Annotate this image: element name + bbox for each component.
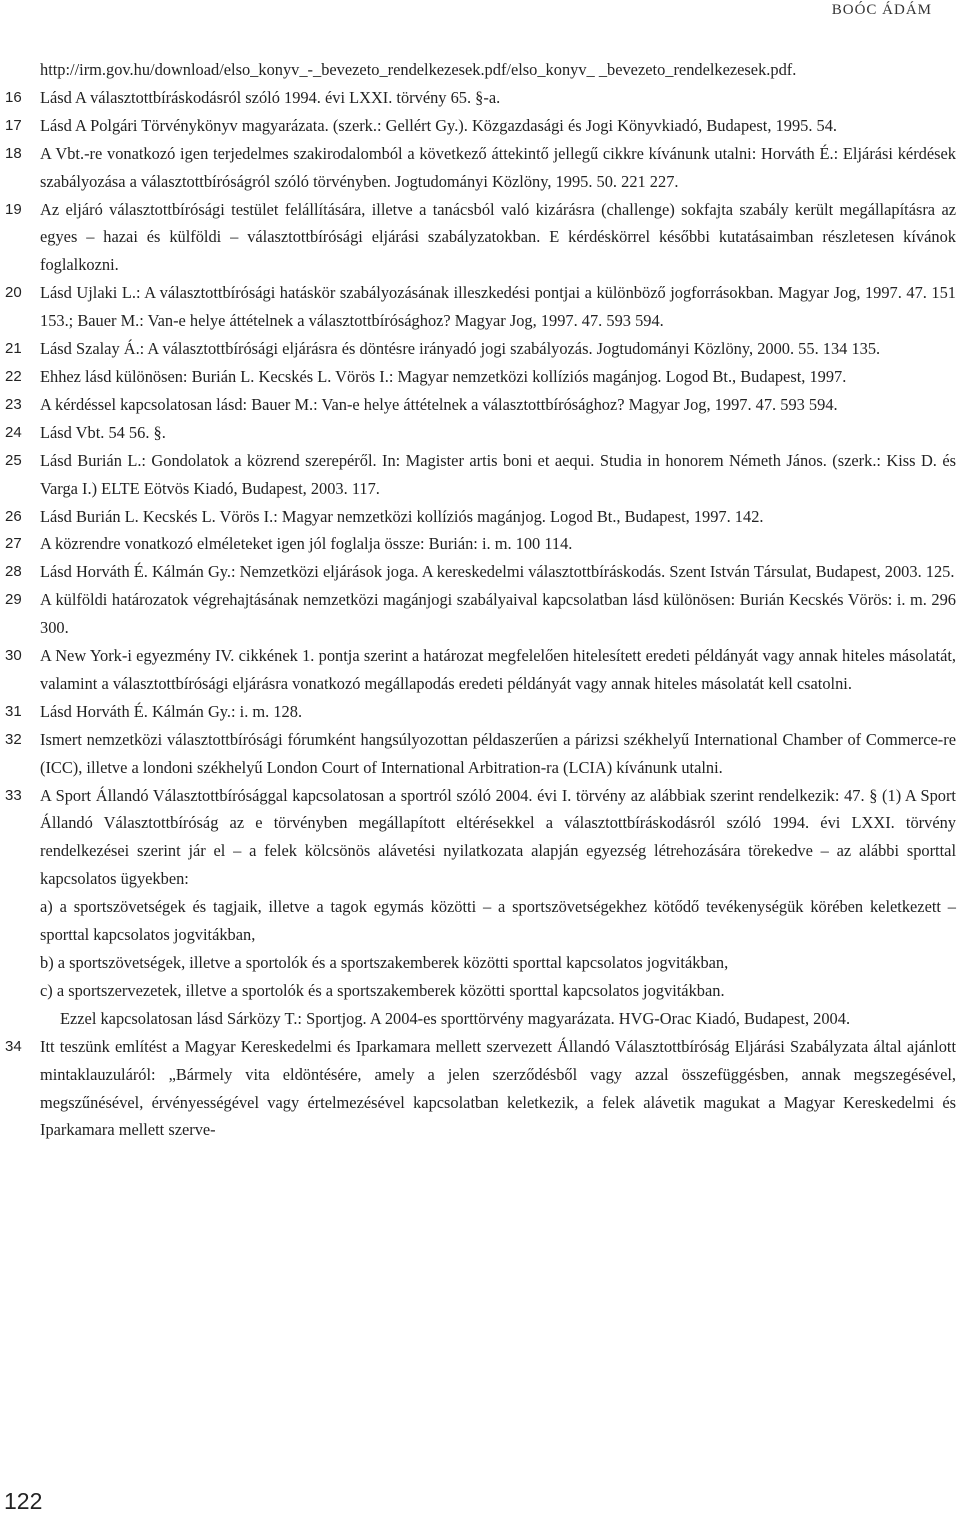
footnote-19: [0, 196, 960, 280]
footnote-18: [0, 140, 960, 196]
footnote-34: [0, 1033, 960, 1145]
footnote-number: 22: [5, 367, 22, 385]
footnote-text: Az eljáró választottbírósági testület felállítására, illetve a tanácsból való kizárásra (challenge) sokfajta szabály került megállapításra az egyes – hazai és külföldi – választottbírósági eljárási szabályzatokban. E kérdéskörrel későbbi kutatásaimban részletesen kívánok foglalkozni.: [40, 199, 956, 275]
footnote-text: http://irm.gov.hu/download/elso_konyv_-_bevezeto_rendelkezesek.pdf/elso_konyv_ _bevezeto_rendelkezesek.pdf.: [40, 60, 797, 79]
footnote-number: 18: [5, 144, 22, 162]
footnote-text: Itt teszünk említést a Magyar Kereskedelmi és Iparkamara mellett szervezett Állandó Választottbíróság Eljárási Szabályzata által ajánlott mintaklauzuláról: „Bármely vita eldöntésére, amely a jelen szerződésből vagy azzal összefüggésben, annak megszegésével, megszűnésével, érvényességével vagy értelmezésével kapcsolatban keletkezik, a felek alávetik magukat a Magyar Kereskedelmi és Iparkamara mellett szerve-: [40, 1036, 956, 1140]
footnote-text: Lásd Vbt. 54 56. §.: [40, 422, 166, 442]
footnote-17: [0, 112, 960, 140]
footnotes: [0, 56, 960, 1144]
footnote-number: 25: [5, 451, 22, 469]
footnote-16: [0, 84, 960, 112]
footnote-text: Lásd Horváth É. Kálmán Gy.: Nemzetközi eljárások joga. A kereskedelmi választottbíráskodás. Szent István Társulat, Budapest, 2003. 125.: [40, 562, 955, 582]
footnote-text: A Vbt.-re vonatkozó igen terjedelmes szakirodalomból a következő áttekintő jellegű cikkre kívánunk utalni: Horváth É.: Eljárási kérdések szabályozása a választottbíróságról szóló törvényben. Jogtudományi Közlöny, 1995. 50. 221 227.: [40, 143, 956, 191]
footnote-text: Lásd A Polgári Törvénykönyv magyarázata. (szerk.: Gellért Gy.). Közgazdasági és Jogi Könyvkiadó, Budapest, 1995. 54.: [40, 115, 838, 135]
footnote-15-continuation: [0, 56, 960, 84]
footnote-number: 26: [5, 507, 22, 525]
footnote-number: 24: [5, 423, 22, 441]
footnote-20: [0, 279, 960, 335]
footnote-26: [0, 503, 960, 531]
footnote-text: Lásd Szalay Á.: A választottbírósági eljárásra és döntésre irányadó jogi szabályozás. Jogtudományi Közlöny, 2000. 55. 134 135.: [40, 339, 881, 359]
footnote-number: 20: [5, 284, 22, 302]
footnote-text: Lásd Ujlaki L.: A választottbírósági hatáskör szabályozásának illeszkedési pontjai a különböző jogforrásokban. Magyar Jog, 1997. 47. 151 153.; Bauer M.: Van-e helye áttételnek a választottbírósághoz? Magyar Jog, 1997. 47. 593 594.: [40, 283, 956, 331]
footnote-33: [0, 782, 960, 894]
footnote-text: A közrendre vonatkozó elméleteket igen jól foglalja össze: Burián: i. m. 100 114.: [40, 534, 573, 554]
footnote-number: 32: [5, 730, 22, 748]
page-number: 122: [4, 1488, 43, 1514]
footnote-text: A Sport Állandó Választottbírósággal kapcsolatosan a sportról szóló 2004. évi I. törvény az alábbiak szerint rendelkezik: 47. § (1) A Sport Állandó Választottbíróság az e törvényben megállapított eltérésekkel a választottbíráskodásról szóló 1994. évi LXXI. törvény rendelkezései szerint jár el – a felek kölcsönös alávetési nyilatkozata alapján egyezség létrehozására törekedve – az alábbi sporttal kapcsolatos ügyekben:: [40, 785, 956, 889]
footnote-text: a) a sportszövetségek és tagjaik, illetve a tagok egymás közötti – a sportszövetségekhez kötődő tevékenységük körében keletkezett – sporttal kapcsolatos jogvitákban,: [40, 897, 956, 945]
footnote-number: 27: [5, 535, 22, 553]
footnote-33-item-c: [0, 977, 960, 1005]
footnote-number: 28: [5, 563, 22, 581]
footnote-21: [0, 335, 960, 363]
footnote-27: [0, 530, 960, 558]
footnote-29: [0, 586, 960, 642]
footnote-number: 33: [5, 786, 22, 804]
footnote-text: Ezzel kapcsolatosan lásd Sárközy T.: Sportjog. A 2004-es sporttörvény magyarázata. HVG-Orac Kiadó, Budapest, 2004.: [60, 1008, 851, 1028]
footnote-number: 30: [5, 647, 22, 665]
footnote-number: 31: [5, 702, 22, 720]
footnote-28: [0, 558, 960, 586]
footnote-33-item-b: [0, 949, 960, 977]
footnote-number: 34: [5, 1037, 22, 1055]
footnote-text: c) a sportszervezetek, illetve a sportolók és a sportszakemberek közötti sporttal kapcsolatos jogvitákban.: [40, 980, 725, 1000]
footnote-text: b) a sportszövetségek, illetve a sportolók és a sportszakemberek közötti sporttal kapcsolatos jogvitákban,: [40, 953, 729, 972]
footnote-24: [0, 419, 960, 447]
footnote-text: Lásd A választottbíráskodásról szóló 1994. évi LXXI. törvény 65. §-a.: [40, 87, 501, 107]
footnote-text: Ehhez lásd különösen: Burián L. Kecskés L. Vörös I.: Magyar nemzetközi kollíziós magánjog. Logod Bt., Budapest, 1997.: [40, 366, 847, 386]
footnote-text: A külföldi határozatok végrehajtásának nemzetközi magánjogi szabályaival kapcsolatban lásd különösen: Burián Kecskés Vörös: i. m. 296 300.: [40, 590, 956, 638]
footnote-number: 23: [5, 395, 22, 413]
footnote-text: A kérdéssel kapcsolatosan lásd: Bauer M.: Van-e helye áttételnek a választottbírósághoz? Magyar Jog, 1997. 47. 593 594.: [40, 394, 838, 414]
footnote-31: [0, 698, 960, 726]
footnote-text: Lásd Horváth É. Kálmán Gy.: i. m. 128.: [40, 701, 303, 721]
footnote-33-reference: [0, 1005, 960, 1033]
footnote-text: A New York-i egyezmény IV. cikkének 1. pontja szerint a határozat megfelelően hitelesített eredeti példányát vagy annak hiteles másolatát, valamint a választottbírósági eljárásra vonatkozó megállapodás eredeti példányát vagy annak hiteles másolatát kell csatolni.: [40, 646, 956, 693]
footnote-text: Lásd Burián L. Kecskés L. Vörös I.: Magyar nemzetközi kollíziós magánjog. Logod Bt., Budapest, 1997. 142.: [40, 506, 764, 526]
footnote-33-item-a: [0, 893, 960, 949]
footnote-23: [0, 391, 960, 419]
footnote-22: [0, 363, 960, 391]
footnote-30: [0, 642, 960, 698]
footnote-25: [0, 447, 960, 503]
running-header-author: BOÓC ÁDÁM: [831, 2, 932, 18]
footnote-number: 29: [5, 591, 22, 609]
footnote-text: Ismert nemzetközi választottbírósági fórumként hangsúlyozottan példaszerűen a párizsi székhelyű International Chamber of Commerce-re (ICC), illetve a londoni székhelyű London Court of International Arbitration-ra (LCIA) kívánunk utalni.: [40, 729, 956, 777]
footnote-number: 19: [5, 200, 22, 218]
footnote-number: 17: [5, 116, 22, 134]
footnote-number: 21: [5, 340, 22, 358]
footnote-32: [0, 726, 960, 782]
footnote-text: Lásd Burián L.: Gondolatok a közrend szerepéről. In: Magister artis boni et aequi. Studia in honorem Németh János. (szerk.: Kiss D. és Varga I.) ELTE Eötvös Kiadó, Budapest, 2003. 117.: [40, 450, 956, 498]
footnote-number: 16: [5, 88, 22, 106]
